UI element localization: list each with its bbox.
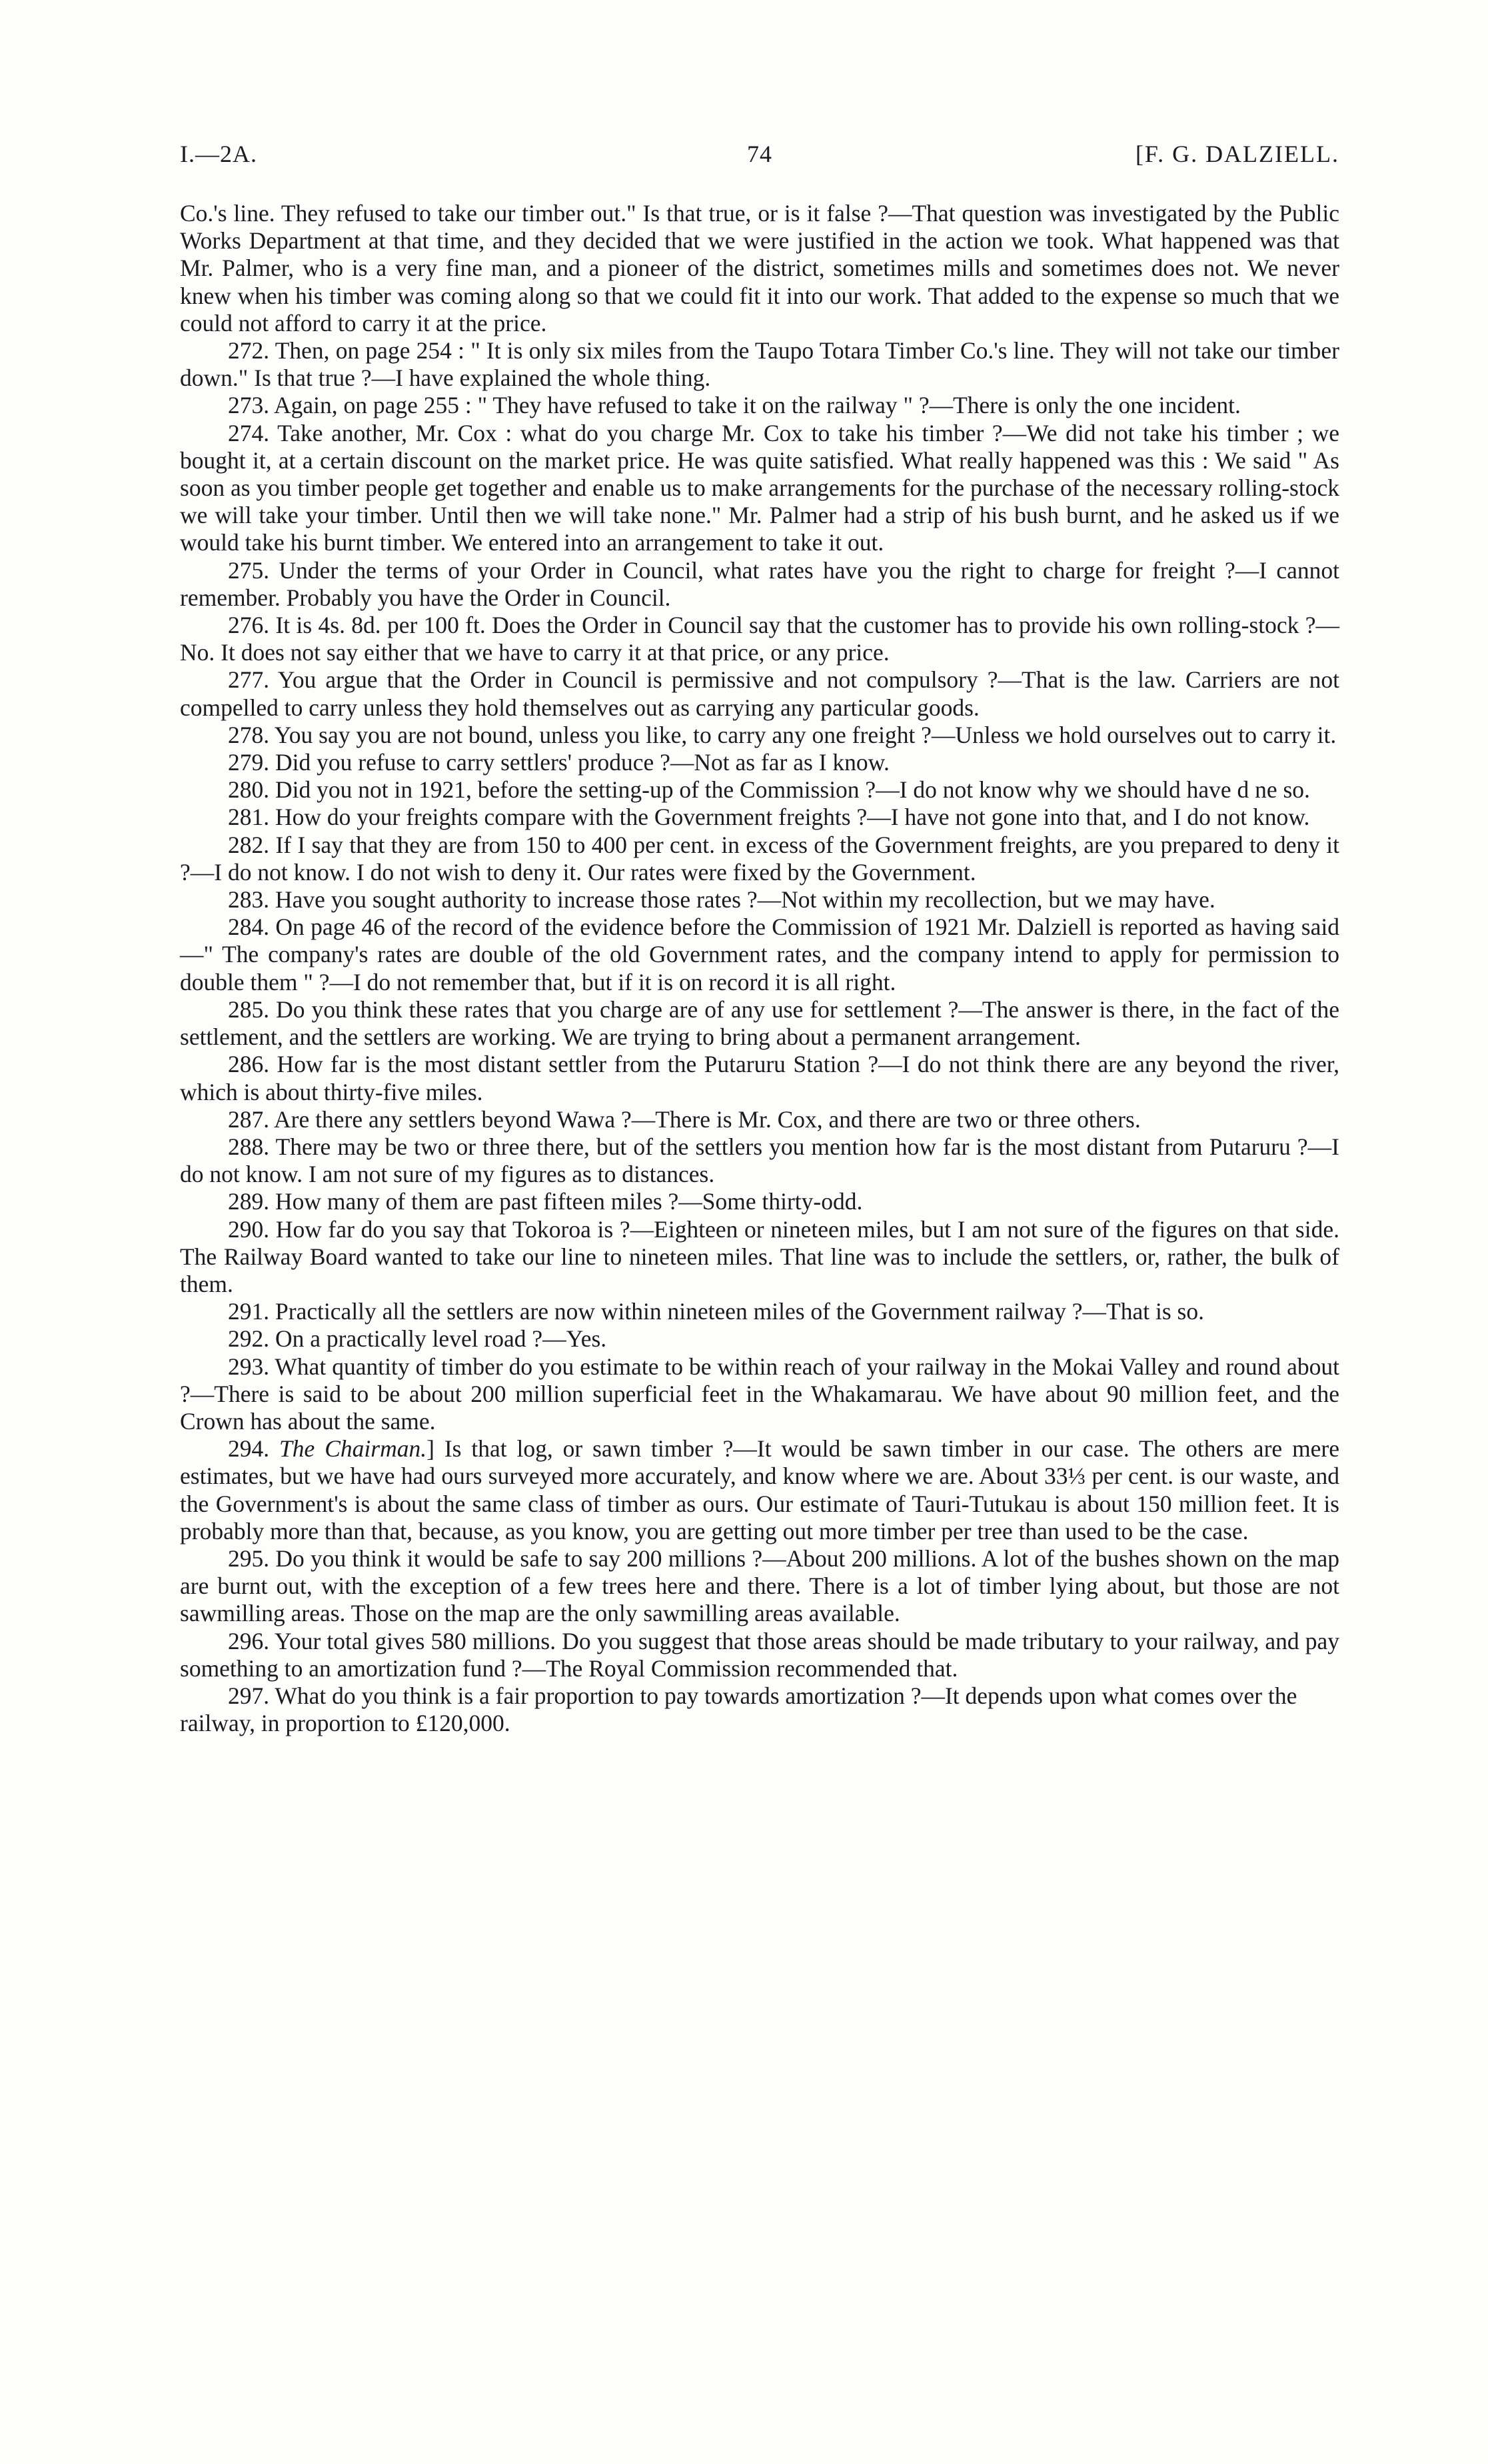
question-295: 295. Do you think it would be safe to say 200 millions ?—About 200 millions. A lot of the bushes shown on the map are burnt out, with the exception of a few trees here and there. There is a lot of timber lying about, but those are not sawmilling areas. Those on the map are the only sawmilling areas available. (180, 1544, 1339, 1627)
speaker-label: The Chairman. (279, 1435, 427, 1463)
question-291: 291. Practically all the settlers are now within nineteen miles of the Government railway ?—That is so. (228, 1298, 1204, 1325)
question-text: ] Is that log, or sawn timber ?—It would be sawn timber in our case. The others are mere estimates, but we have had ours surveyed more accurately, and know where we are. About 33⅓ per cent. is our waste, and the Government's is about the same class of timber as ours. Our estimate of Tauri-Tutukau is about 150 million feet. It is probably more than that, because, as you know, you are getting out more timber per tree than used to be the case. (180, 1435, 1340, 1544)
question-272: 272. Then, on page 254 : " It is only six miles from the Taupo Totara Timber Co.'s line. They will not take our timber down." Is that true ?—I have explained the whole thing. (180, 337, 1339, 392)
question-283: 283. Have you sought authority to increase those rates ?—Not within my recollection, but we may have. (228, 886, 1215, 914)
question-293: 293. What quantity of timber do you estimate to be within reach of your railway in the Mokai Valley and round about ?—There is said to be about 200 million superficial feet in the Whakamarau. We have about 90 million feet, and the Crown has about the same. (180, 1353, 1339, 1435)
paper-reference: I.—2A. (180, 141, 257, 167)
question-294 (180, 1435, 1339, 1545)
question-287: 287. Are there any settlers beyond Wawa ?—There is Mr. Cox, and there are two or three others. (228, 1105, 1141, 1133)
question-279: 279. Did you refuse to carry settlers' produce ?—Not as far as I know. (228, 749, 890, 776)
question-290: 290. How far do you say that Tokoroa is ?—Eighteen or nineteen miles, but I am not sure of the figures on that side. The Railway Board wanted to take our line to nineteen miles. That line was to include the settlers, or, rather, the bulk of them. (180, 1215, 1339, 1297)
question-286: 286. How far is the most distant settler from the Putaruru Station ?—I do not think there are any beyond the river, which is about thirty-five miles. (180, 1051, 1339, 1105)
question-277: 277. You argue that the Order in Council is permissive and not compulsory ?—That is the law. Carriers are not compelled to carry unless they hold themselves out as carrying any particular goods. (180, 666, 1339, 721)
page-header (180, 140, 1339, 180)
question-273: 273. Again, on page 255 : " They have refused to take it on the railway " ?—There is only the one incident. (228, 392, 1241, 419)
question-281: 281. How do your freights compare with the Government freights ?—I have not gone into that, and I do not know. (228, 804, 1310, 831)
question-292: 292. On a practically level road ?—Yes. (228, 1325, 607, 1353)
question-275: 275. Under the terms of your Order in Council, what rates have you the right to charge for freight ?—I cannot remember. Probably you have the Order in Council. (180, 556, 1339, 611)
question-number: 294. (228, 1435, 280, 1463)
question-274: 274. Take another, Mr. Cox : what do you charge Mr. Cox to take his timber ?—We did not take his timber ; we bought it, at a certain discount on the market price. He was quite satisfied. What really happened was this : We said " As soon as you timber people get together and enable us to make arrangements for the purchase of the necessary rolling-stock we will take your timber. Until then we will take none." Mr. Palmer had a strip of his bush burnt, and he asked us if we would take his burnt timber. We entered into an arrangement to take it out. (180, 419, 1339, 556)
question-284: 284. On page 46 of the record of the evidence before the Commission of 1921 Mr. Dalziell is reported as having said—" The company's rates are double of the old Government rates, and the company intend to apply for permission to double them " ?—I do not remember that, but if it is on record it is all right. (180, 914, 1339, 995)
question-285: 285. Do you think these rates that you charge are of any use for settlement ?—The answer is there, in the fact of the settlement, and the settlers are working. We are trying to bring about a permanent arrangement. (180, 995, 1339, 1051)
question-280: 280. Did you not in 1921, before the setting-up of the Commission ?—I do not know why we should have d ne so. (228, 776, 1310, 804)
question-297: 297. What do you think is a fair proportion to pay towards amortization ?—It depends upon what comes over the railway, in proportion to £120,000. (180, 1682, 1297, 1737)
question-278: 278. You say you are not bound, unless you like, to carry any one freight ?—Unless we hold ourselves out to carry it. (228, 721, 1337, 748)
page-number: 74 (747, 141, 772, 167)
question-276: 276. It is 4s. 8d. per 100 ft. Does the Order in Council say that the customer has to provide his own rolling-stock ?—No. It does not say either that we have to carry it at that price, or any price. (180, 612, 1339, 666)
page-body (180, 200, 1339, 1737)
question-296: 296. Your total gives 580 millions. Do you suggest that those areas should be made tributary to your railway, and pay something to an amortization fund ?—The Royal Commission recommended that. (180, 1627, 1339, 1682)
question-289: 289. How many of them are past fifteen miles ?—Some thirty-odd. (228, 1188, 863, 1215)
witness-name: [F. G. DALZIELL. (1135, 141, 1339, 167)
question-288: 288. There may be two or three there, but of the settlers you mention how far is the most distant from Putaruru ?—I do not know. I am not sure of my figures as to distances. (180, 1133, 1339, 1188)
question-282: 282. If I say that they are from 150 to 400 per cent. in excess of the Government freights, are you prepared to deny it ?—I do not know. I do not wish to deny it. Our rates were fixed by the Government. (180, 831, 1339, 886)
paragraph-continuation: Co.'s line. They refused to take our timber out." Is that true, or is it false ?—That question was investigated by the Public Works Department at that time, and they decided that we were justified in the action we took. What happened was that Mr. Palmer, who is a very fine man, and a pioneer of the district, sometimes mills and sometimes does not. We never knew when his timber was coming along so that we could fit it into our work. That added to the expense so much that we could not afford to carry it at the price. (180, 200, 1339, 336)
